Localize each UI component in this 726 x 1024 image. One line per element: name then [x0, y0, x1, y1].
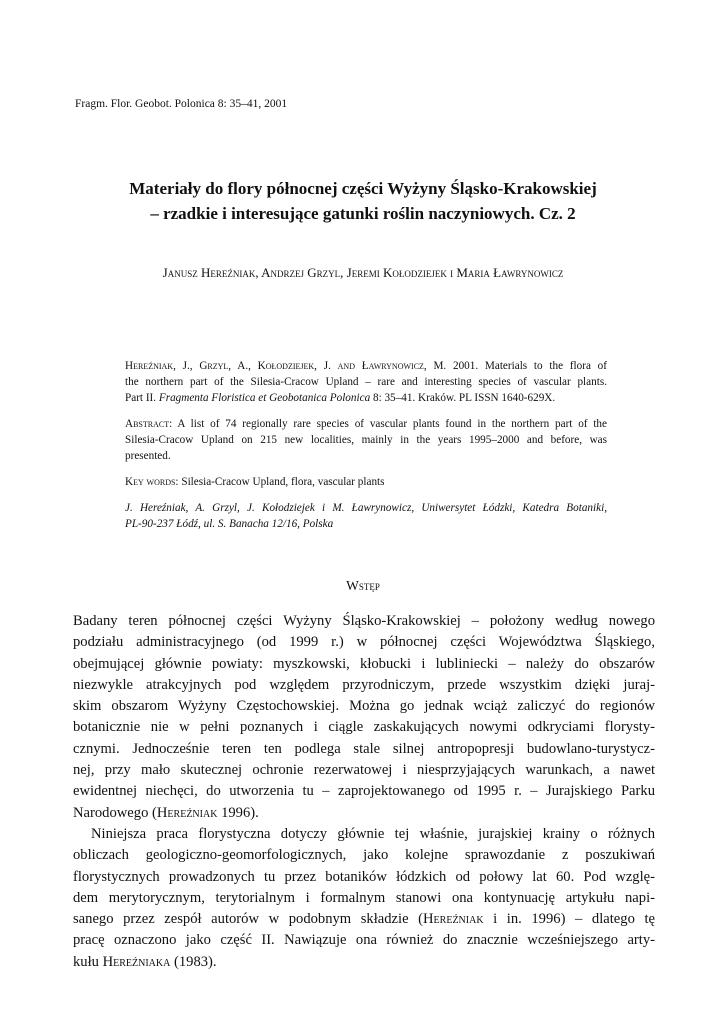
citation-journal: Fragmenta Floristica et Geobotanica Polonica: [158, 392, 371, 404]
abstract-line-1: Abstract: A list of 74 regionally rare species of vascular plants found in the northern part of the: [125, 418, 607, 430]
text-line: podziału administracyjnego (od 1999 r.) w północnej części Województwa Śląskiego,: [73, 634, 655, 651]
text-line: dem merytorycznym, terytorialnym i formalnym stanowi ona kontynuację artykułu napi-: [73, 889, 655, 906]
text-line: skim obszarom Wyżyny Częstochowskiej. Można go jednak wciąż zaliczyć do regionów: [73, 698, 655, 715]
text-line: cznymi. Jednocześnie teren ten podlega stale silnej antropopresji budowlano-turystycz-: [73, 740, 655, 757]
citation-reference: Hereźniaka: [102, 953, 171, 970]
affiliation: [125, 500, 607, 532]
text-line: Badany teren północnej części Wyżyny Śląsko-Krakowskiej – położony według nowego: [73, 613, 655, 629]
keywords-text: Silesia-Cracow Upland, flora, vascular plants: [178, 476, 385, 488]
abstract-block: [125, 358, 607, 542]
citation-year: 2001. Materials to the flora of: [446, 360, 607, 372]
text-line: florystycznych prowadzonych tu przez botaników łódzkich od połowy lat 60. Pod wzglę-: [73, 868, 655, 885]
article-title: [60, 176, 666, 226]
affiliation-line-2: PL-90-237 Łódź, ul. S. Banacha 12/16, Polska: [125, 518, 334, 530]
text-line: Narodowego (Hereźniak 1996).: [73, 804, 259, 821]
text-line: pracę oznaczono jako część II. Nawiązuje ona również do znacznie wcześniejszego arty-: [73, 932, 655, 949]
keywords: [125, 474, 607, 490]
text-line: nej, przy mało skutecznej ochronie rezerwatowej i niesprzyjających warunkach, a nawet: [73, 762, 655, 779]
paragraph-1: [73, 611, 655, 824]
text-line: botanicznie nie w pełni poznanych i ciągle zaskakujących nowymi odkryciami florysty-: [73, 719, 655, 736]
paragraph-2: [73, 824, 655, 973]
body-text: [73, 611, 655, 973]
text-line: ewidentnej niechęci, do utworzenia tu – zaprojektowanego od 1995 r. – Jurajskiego Parku: [73, 783, 655, 800]
affiliation-line-1: J. Hereźniak, A. Grzyl, J. Kołodziejek i M. Ławrynowicz, Uniwersytet Łódzki, Katedra Botaniki,: [125, 502, 607, 514]
keywords-label: Key words:: [125, 476, 179, 488]
text-line: obejmującej głównie powiaty: myszkowski, kłobucki i lubliniecki – należy do obszarów: [73, 655, 655, 672]
abstract-label: Abstract:: [125, 418, 173, 430]
citation-reference: Hereźniak: [423, 911, 484, 928]
title-line-2: – rzadkie i interesujące gatunki roślin naczyniowych. Cz. 2: [150, 204, 576, 223]
title-line-1: Materiały do flory północnej części Wyżyny Śląsko-Krakowskiej: [129, 179, 597, 198]
section-heading: Wstęp: [346, 578, 380, 593]
citation-authors: Hereźniak, J., Grzyl, A., Kołodziejek, J. and Ławrynowicz, M.: [125, 360, 447, 372]
citation-reference: Hereźniak: [156, 804, 218, 821]
abstract-line-2: Silesia-Cracow Upland on 215 new localities, mainly in the years 1995–2000 and before, was: [125, 434, 607, 446]
citation: [125, 358, 607, 406]
text-line: obliczach geologiczno-geomorfologicznych, jako kolejne sprawozdanie z poszukiwań: [73, 847, 655, 864]
citation-line-2: the northern part of the Silesia-Cracow Upland – rare and interesting species of vascular plants.: [125, 376, 607, 388]
citation-line-3: Part II. Fragmenta Floristica et Geobotanica Polonica 8: 35–41. Kraków. PL ISSN 1640-629X.: [125, 392, 556, 404]
text-line: sanego przez zespół autorów w podobnym składzie (Hereźniak i in. 1996) – dlatego tę: [73, 911, 655, 928]
citation-line-1: [125, 358, 607, 374]
author-list: Janusz Hereźniak, Andrzej Grzyl, Jeremi Kołodziejek i Maria Ławrynowicz: [162, 265, 564, 280]
text-line: Niniejsza praca florystyczna dotyczy głównie tej właśnie, jurajskiej krainy o różnych: [91, 825, 655, 842]
abstract: [125, 416, 607, 464]
text-line: kułu Hereźniaka (1983).: [73, 953, 217, 970]
journal-reference: Fragm. Flor. Geobot. Polonica 8: 35–41, 2001: [75, 98, 288, 110]
abstract-line-3: presented.: [125, 450, 171, 462]
text-line: niezwykle atrakcyjnych pod względem przyrodniczym, przede wszystkim dzięki juraj-: [73, 676, 655, 693]
